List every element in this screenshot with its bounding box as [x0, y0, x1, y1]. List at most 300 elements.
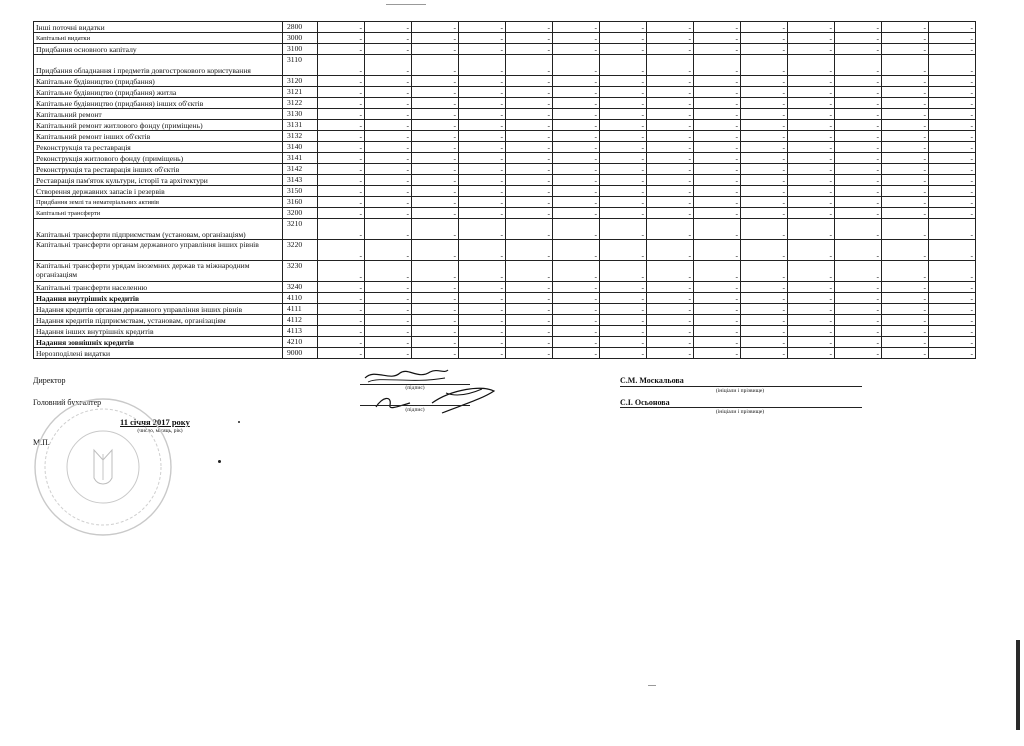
value-cell: - — [741, 240, 788, 261]
value-cell: - — [506, 326, 553, 337]
row-code: 3100 — [283, 44, 318, 55]
value-cell: - — [412, 304, 459, 315]
value-cell: - — [741, 197, 788, 208]
value-cell: - — [365, 293, 412, 304]
value-cell: - — [788, 326, 835, 337]
value-cell: - — [506, 240, 553, 261]
value-cell: - — [835, 326, 882, 337]
table-row — [34, 348, 976, 359]
value-cell: - — [694, 208, 741, 219]
row-name: Інші поточні видатки — [34, 22, 283, 33]
row-name: Капітальні трансферти органам державного управління інших рівнів — [34, 240, 283, 261]
row-name: Капітальні трансферти підприємствам (установам, організаціям) — [34, 219, 283, 240]
row-code: 9000 — [283, 348, 318, 359]
value-cell: - — [929, 282, 976, 293]
value-cell: - — [882, 219, 929, 240]
value-cell: - — [882, 315, 929, 326]
value-cell: - — [882, 109, 929, 120]
value-cell: - — [365, 186, 412, 197]
row-name: Капітальні трансферти населенню — [34, 282, 283, 293]
value-cell: - — [459, 304, 506, 315]
value-cell: - — [929, 131, 976, 142]
value-cell: - — [882, 208, 929, 219]
value-cell: - — [459, 98, 506, 109]
value-cell: - — [741, 131, 788, 142]
value-cell: - — [788, 293, 835, 304]
row-code: 3120 — [283, 76, 318, 87]
value-cell: - — [553, 326, 600, 337]
value-cell: - — [600, 142, 647, 153]
value-cell: - — [600, 55, 647, 76]
value-cell: - — [318, 175, 365, 186]
value-cell: - — [318, 304, 365, 315]
value-cell: - — [647, 109, 694, 120]
row-code: 3132 — [283, 131, 318, 142]
value-cell: - — [553, 197, 600, 208]
value-cell: - — [459, 326, 506, 337]
value-cell: - — [365, 348, 412, 359]
value-cell: - — [741, 33, 788, 44]
value-cell: - — [506, 142, 553, 153]
value-cell: - — [365, 282, 412, 293]
value-cell: - — [600, 337, 647, 348]
value-cell: - — [459, 44, 506, 55]
value-cell: - — [788, 208, 835, 219]
value-cell: - — [835, 293, 882, 304]
value-cell: - — [553, 76, 600, 87]
row-name: Капітальні видатки — [34, 33, 283, 44]
value-cell: - — [365, 304, 412, 315]
value-cell: - — [318, 164, 365, 175]
value-cell: - — [459, 186, 506, 197]
accountant-signature-line — [360, 405, 470, 406]
value-cell: - — [459, 142, 506, 153]
value-cell: - — [694, 109, 741, 120]
value-cell: - — [553, 98, 600, 109]
value-cell: - — [553, 315, 600, 326]
value-cell: - — [459, 315, 506, 326]
value-cell: - — [600, 208, 647, 219]
value-cell: - — [365, 120, 412, 131]
value-cell: - — [835, 337, 882, 348]
row-code: 3110 — [283, 55, 318, 76]
value-cell: - — [741, 164, 788, 175]
value-cell: - — [365, 240, 412, 261]
value-cell: - — [506, 186, 553, 197]
value-cell: - — [412, 98, 459, 109]
value-cell: - — [553, 44, 600, 55]
value-cell: - — [318, 326, 365, 337]
value-cell: - — [835, 153, 882, 164]
value-cell: - — [412, 33, 459, 44]
row-name: Капітальні трансферти — [34, 208, 283, 219]
value-cell: - — [506, 33, 553, 44]
value-cell: - — [647, 175, 694, 186]
value-cell: - — [835, 98, 882, 109]
value-cell: - — [553, 348, 600, 359]
value-cell: - — [929, 44, 976, 55]
report-date: 11 січня 2017 року — [120, 417, 190, 427]
row-name: Реконструкція та реставрація — [34, 142, 283, 153]
value-cell: - — [929, 304, 976, 315]
value-cell: - — [600, 153, 647, 164]
director-initials-caption: (ініціали і прізвище) — [715, 388, 765, 394]
value-cell: - — [647, 282, 694, 293]
value-cell: - — [318, 87, 365, 98]
value-cell: - — [788, 87, 835, 98]
value-cell: - — [647, 240, 694, 261]
value-cell: - — [882, 261, 929, 282]
expenditure-table-body — [34, 22, 976, 359]
value-cell: - — [694, 197, 741, 208]
value-cell: - — [741, 120, 788, 131]
value-cell: - — [882, 142, 929, 153]
value-cell: - — [741, 315, 788, 326]
value-cell: - — [788, 175, 835, 186]
value-cell: - — [553, 304, 600, 315]
value-cell: - — [835, 131, 882, 142]
value-cell: - — [741, 208, 788, 219]
value-cell: - — [600, 175, 647, 186]
value-cell: - — [788, 261, 835, 282]
value-cell: - — [506, 98, 553, 109]
value-cell: - — [318, 261, 365, 282]
table-row — [34, 44, 976, 55]
value-cell: - — [882, 186, 929, 197]
value-cell: - — [553, 33, 600, 44]
value-cell: - — [694, 282, 741, 293]
row-name: Реконструкція та реставрація інших об'єктів — [34, 164, 283, 175]
value-cell: - — [929, 175, 976, 186]
value-cell: - — [506, 208, 553, 219]
accountant-signature — [372, 383, 502, 415]
value-cell: - — [365, 33, 412, 44]
value-cell: - — [365, 55, 412, 76]
value-cell: - — [929, 33, 976, 44]
value-cell: - — [788, 33, 835, 44]
value-cell: - — [365, 208, 412, 219]
value-cell: - — [318, 197, 365, 208]
value-cell: - — [506, 120, 553, 131]
row-code: 4110 — [283, 293, 318, 304]
row-name: Капітальний ремонт — [34, 109, 283, 120]
value-cell: - — [882, 240, 929, 261]
value-cell: - — [741, 326, 788, 337]
value-cell: - — [459, 261, 506, 282]
value-cell: - — [882, 175, 929, 186]
value-cell: - — [318, 55, 365, 76]
value-cell: - — [600, 120, 647, 131]
value-cell: - — [600, 282, 647, 293]
value-cell: - — [412, 131, 459, 142]
table-row — [34, 304, 976, 315]
value-cell: - — [647, 33, 694, 44]
value-cell: - — [412, 186, 459, 197]
value-cell: - — [318, 22, 365, 33]
value-cell: - — [506, 337, 553, 348]
value-cell: - — [788, 76, 835, 87]
table-row — [34, 219, 976, 240]
value-cell: - — [318, 120, 365, 131]
value-cell: - — [882, 131, 929, 142]
value-cell: - — [506, 44, 553, 55]
value-cell: - — [929, 55, 976, 76]
table-row — [34, 326, 976, 337]
value-cell: - — [694, 44, 741, 55]
value-cell: - — [694, 120, 741, 131]
row-code: 3122 — [283, 98, 318, 109]
value-cell: - — [788, 164, 835, 175]
row-code: 3130 — [283, 109, 318, 120]
scan-mark — [386, 4, 426, 5]
value-cell: - — [600, 33, 647, 44]
value-cell: - — [694, 348, 741, 359]
value-cell: - — [835, 304, 882, 315]
table-row — [34, 197, 976, 208]
value-cell: - — [788, 304, 835, 315]
value-cell: - — [318, 131, 365, 142]
table-row — [34, 120, 976, 131]
value-cell: - — [835, 175, 882, 186]
row-name: Надання інших внутрішніх кредитів — [34, 326, 283, 337]
value-cell: - — [694, 153, 741, 164]
value-cell: - — [412, 22, 459, 33]
row-code: 4111 — [283, 304, 318, 315]
row-name: Капітальне будівництво (придбання) — [34, 76, 283, 87]
row-name: Придбання основного капіталу — [34, 44, 283, 55]
row-name: Капітальне будівництво (придбання) інших об'єктів — [34, 98, 283, 109]
value-cell: - — [741, 22, 788, 33]
value-cell: - — [647, 348, 694, 359]
row-name: Придбання землі та нематеріальних активів — [34, 197, 283, 208]
accountant-label: Головний бухгалтер — [33, 398, 102, 407]
table-row — [34, 186, 976, 197]
value-cell: - — [365, 142, 412, 153]
table-row — [34, 76, 976, 87]
row-code: 3240 — [283, 282, 318, 293]
table-row — [34, 175, 976, 186]
value-cell: - — [600, 240, 647, 261]
table-row — [34, 33, 976, 44]
row-name: Надання кредитів підприємствам, установам, організаціям — [34, 315, 283, 326]
accountant-name-line — [620, 407, 862, 408]
value-cell: - — [694, 240, 741, 261]
value-cell: - — [741, 142, 788, 153]
value-cell: - — [882, 326, 929, 337]
value-cell: - — [412, 55, 459, 76]
value-cell: - — [412, 240, 459, 261]
row-code: 3141 — [283, 153, 318, 164]
row-name: Капітальний ремонт інших об'єктів — [34, 131, 283, 142]
value-cell: - — [788, 131, 835, 142]
value-cell: - — [741, 261, 788, 282]
value-cell: - — [365, 98, 412, 109]
value-cell: - — [835, 315, 882, 326]
value-cell: - — [835, 261, 882, 282]
director-name: С.М. Москальова — [620, 376, 684, 385]
value-cell: - — [412, 282, 459, 293]
row-code: 3140 — [283, 142, 318, 153]
row-name: Надання зовнішніх кредитів — [34, 337, 283, 348]
value-cell: - — [694, 293, 741, 304]
value-cell: - — [600, 109, 647, 120]
table-row — [34, 282, 976, 293]
value-cell: - — [412, 261, 459, 282]
value-cell: - — [459, 109, 506, 120]
value-cell: - — [882, 304, 929, 315]
director-label: Директор — [33, 376, 66, 385]
value-cell: - — [929, 348, 976, 359]
value-cell: - — [318, 219, 365, 240]
value-cell: - — [365, 44, 412, 55]
value-cell: - — [694, 337, 741, 348]
value-cell: - — [318, 337, 365, 348]
value-cell: - — [553, 142, 600, 153]
value-cell: - — [412, 76, 459, 87]
value-cell: - — [365, 164, 412, 175]
value-cell: - — [694, 261, 741, 282]
value-cell: - — [506, 76, 553, 87]
value-cell: - — [506, 315, 553, 326]
table-row — [34, 131, 976, 142]
row-code: 3121 — [283, 87, 318, 98]
table-row — [34, 153, 976, 164]
value-cell: - — [318, 315, 365, 326]
row-code: 3143 — [283, 175, 318, 186]
value-cell: - — [788, 348, 835, 359]
value-cell: - — [882, 197, 929, 208]
value-cell: - — [882, 293, 929, 304]
value-cell: - — [365, 76, 412, 87]
value-cell: - — [553, 120, 600, 131]
value-cell: - — [506, 175, 553, 186]
value-cell: - — [412, 87, 459, 98]
value-cell: - — [694, 131, 741, 142]
value-cell: - — [412, 348, 459, 359]
value-cell: - — [788, 98, 835, 109]
value-cell: - — [412, 120, 459, 131]
value-cell: - — [600, 348, 647, 359]
table-row — [34, 261, 976, 282]
value-cell: - — [788, 109, 835, 120]
value-cell: - — [365, 87, 412, 98]
value-cell: - — [835, 120, 882, 131]
value-cell: - — [929, 197, 976, 208]
scan-dot — [238, 421, 240, 423]
value-cell: - — [318, 109, 365, 120]
value-cell: - — [741, 348, 788, 359]
scan-mark — [648, 685, 656, 686]
value-cell: - — [835, 76, 882, 87]
value-cell: - — [318, 186, 365, 197]
value-cell: - — [553, 186, 600, 197]
value-cell: - — [412, 293, 459, 304]
row-code: 3142 — [283, 164, 318, 175]
value-cell: - — [882, 98, 929, 109]
value-cell: - — [694, 55, 741, 76]
value-cell: - — [929, 208, 976, 219]
row-code: 4113 — [283, 326, 318, 337]
value-cell: - — [694, 219, 741, 240]
director-signature-caption: (підпис) — [405, 385, 425, 391]
accountant-signature-caption: (підпис) — [405, 407, 425, 413]
table-row — [34, 22, 976, 33]
value-cell: - — [459, 240, 506, 261]
row-name: Капітальний ремонт житлового фонду (приміщень) — [34, 120, 283, 131]
expenditure-table — [33, 21, 976, 359]
value-cell: - — [365, 261, 412, 282]
value-cell: - — [365, 175, 412, 186]
value-cell: - — [459, 219, 506, 240]
value-cell: - — [412, 315, 459, 326]
value-cell: - — [929, 142, 976, 153]
table-row — [34, 109, 976, 120]
date-caption: (число, місяць, рік) — [137, 428, 183, 434]
value-cell: - — [600, 22, 647, 33]
value-cell: - — [647, 153, 694, 164]
value-cell: - — [882, 120, 929, 131]
value-cell: - — [929, 219, 976, 240]
value-cell: - — [741, 219, 788, 240]
value-cell: - — [929, 109, 976, 120]
value-cell: - — [553, 153, 600, 164]
value-cell: - — [929, 261, 976, 282]
value-cell: - — [647, 55, 694, 76]
value-cell: - — [600, 304, 647, 315]
value-cell: - — [647, 76, 694, 87]
value-cell: - — [506, 55, 553, 76]
value-cell: - — [835, 142, 882, 153]
value-cell: - — [412, 153, 459, 164]
value-cell: - — [929, 164, 976, 175]
row-code: 4210 — [283, 337, 318, 348]
value-cell: - — [553, 131, 600, 142]
table-row — [34, 208, 976, 219]
value-cell: - — [553, 337, 600, 348]
row-code: 3210 — [283, 219, 318, 240]
value-cell: - — [459, 337, 506, 348]
row-name: Надання внутрішніх кредитів — [34, 293, 283, 304]
value-cell: - — [929, 87, 976, 98]
value-cell: - — [694, 304, 741, 315]
value-cell: - — [929, 76, 976, 87]
official-stamp — [28, 392, 178, 542]
value-cell: - — [647, 197, 694, 208]
row-name: Придбання обладнання і предметів довгострокового користування — [34, 55, 283, 76]
value-cell: - — [647, 261, 694, 282]
value-cell: - — [459, 293, 506, 304]
value-cell: - — [929, 186, 976, 197]
value-cell: - — [741, 44, 788, 55]
value-cell: - — [459, 22, 506, 33]
value-cell: - — [600, 315, 647, 326]
value-cell: - — [412, 197, 459, 208]
value-cell: - — [788, 120, 835, 131]
value-cell: - — [318, 240, 365, 261]
value-cell: - — [365, 337, 412, 348]
value-cell: - — [506, 153, 553, 164]
value-cell: - — [882, 22, 929, 33]
value-cell: - — [647, 98, 694, 109]
value-cell: - — [553, 164, 600, 175]
value-cell: - — [835, 240, 882, 261]
value-cell: - — [741, 55, 788, 76]
value-cell: - — [835, 55, 882, 76]
value-cell: - — [835, 109, 882, 120]
value-cell: - — [835, 22, 882, 33]
value-cell: - — [694, 186, 741, 197]
value-cell: - — [741, 153, 788, 164]
